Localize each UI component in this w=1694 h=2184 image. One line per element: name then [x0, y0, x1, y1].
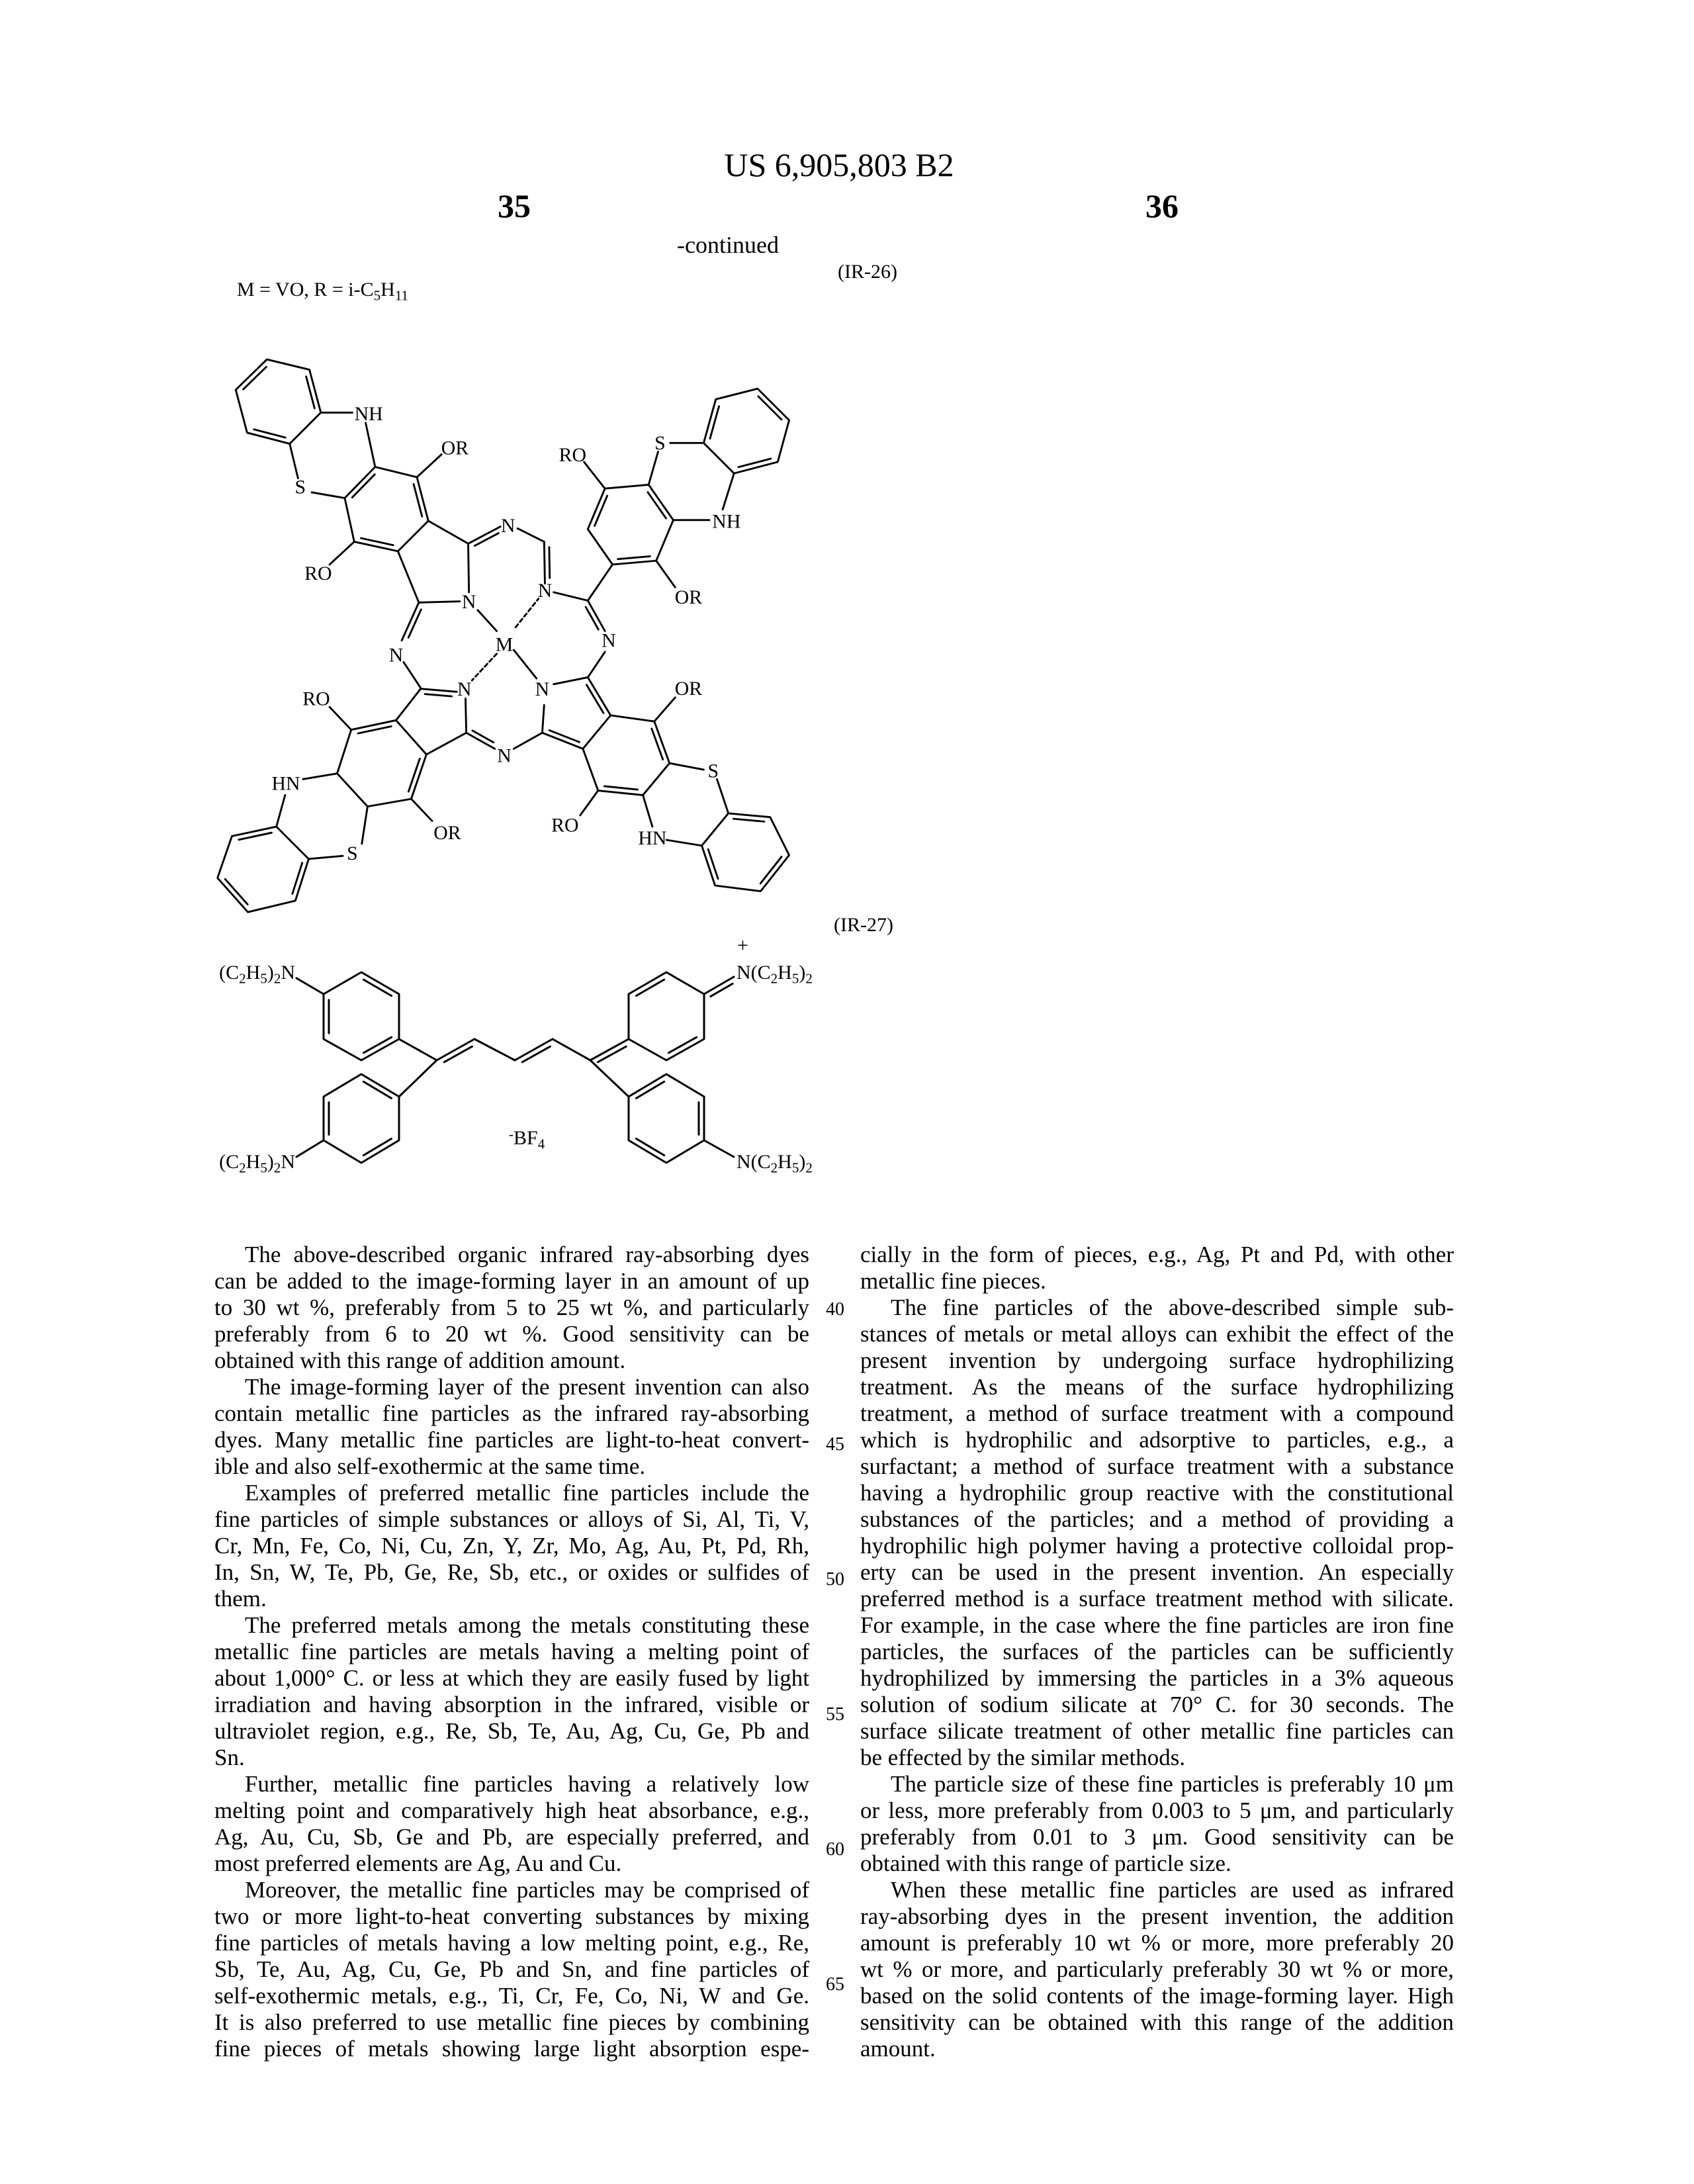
column-number-right: 36 [1145, 189, 1179, 222]
text-line: obtained with this range of particle size. [860, 1850, 1454, 1877]
line-number: 45 [826, 1435, 844, 1454]
benzene-ring [629, 972, 704, 1060]
line-number: 65 [826, 1976, 844, 1994]
text-line: In, Sn, W, Te, Pb, Ge, Re, Sb, etc., or oxides or sulfides of [214, 1559, 809, 1586]
benzene-ring [324, 1074, 399, 1163]
compound-label-ir26: (IR-26) [838, 262, 897, 282]
atom-label: S [707, 760, 719, 782]
compound-label-ir27: (IR-27) [834, 915, 893, 935]
text-line: treatment. As the means of the surface hydrophilizing [860, 1374, 1454, 1400]
text-line: or less, more preferably from 0.003 to 5 μm, and particularly [860, 1797, 1454, 1824]
line-number: 60 [826, 1841, 844, 1859]
text-line: hydrophilized by immersing the particles in a 3% aqueous [860, 1665, 1454, 1692]
text-line: Examples of preferred metallic fine particles include the [214, 1480, 809, 1506]
text-line: The particle size of these fine particles is preferably 10 μm [860, 1771, 1454, 1797]
diethylamino-group-top-left: (C2H5)2N [219, 963, 295, 983]
text-line: melting point and comparatively high heat absorbance, e.g., [214, 1797, 809, 1824]
text-line: amount is preferably 10 wt % or more, more preferably 20 [860, 1930, 1454, 1956]
text-line: based on the solid contents of the image-forming layer. High [860, 1983, 1454, 2009]
text-line: dyes. Many metallic fine particles are light-to-heat convert- [214, 1427, 809, 1453]
text-line: fine pieces of metals showing large light absorption espe- [214, 2036, 809, 2062]
text-line: The image-forming layer of the present invention can also [214, 1374, 809, 1400]
counter-ion: -BF4 [509, 1128, 545, 1148]
text-line: irradiation and having absorption in the infrared, visible or [214, 1692, 809, 1718]
text-line: preferably from 0.01 to 3 μm. Good sensitivity can be [860, 1824, 1454, 1850]
text-line: metallic fine pieces. [860, 1268, 1454, 1295]
text-line: For example, in the case where the fine particles are iron fine [860, 1612, 1454, 1639]
text-line: surface silicate treatment of other metallic fine particles can [860, 1718, 1454, 1745]
text-line: The fine particles of the above-described simple sub- [860, 1295, 1454, 1321]
atom-label: HN [638, 827, 666, 849]
line-number: 40 [826, 1300, 844, 1319]
positive-charge: + [737, 936, 748, 956]
atom-label: N [462, 591, 476, 613]
atom-label: OR [441, 437, 469, 459]
atom-label: RO [559, 444, 586, 466]
text-line: two or more light-to-heat converting substances by mixing [214, 1903, 809, 1930]
text-line: Sb, Te, Au, Ag, Cu, Ge, Pb and Sn, and fine particles of [214, 1956, 809, 1983]
text-line: sensitivity can be obtained with this range of the addition [860, 2009, 1454, 2036]
continued-label: -continued [677, 233, 779, 257]
text-line: Sn. [214, 1745, 809, 1771]
bond-line [474, 1039, 515, 1060]
atom-label: N [602, 630, 616, 652]
text-line: which is hydrophilic and adsorptive to particles, e.g., a [860, 1427, 1454, 1453]
text-line: solution of sodium silicate at 70° C. for 30 seconds. The [860, 1692, 1454, 1718]
text-line: surfactant; a method of surface treatment with a substance [860, 1453, 1454, 1480]
line-number: 55 [826, 1706, 844, 1724]
text-line: Ag, Au, Cu, Sb, Ge and Pb, are especially preferred, and [214, 1824, 809, 1850]
line-number: 50 [826, 1570, 844, 1589]
bond-line [711, 983, 733, 996]
text-line: self-exothermic metals, e.g., Ti, Cr, Fe, Co, Ni, W and Ge. [214, 1983, 809, 2009]
bond-line [590, 1060, 629, 1097]
text-line: cially in the form of pieces, e.g., Ag, Pt and Pd, with other [860, 1242, 1454, 1268]
text-line: obtained with this range of addition amount. [214, 1347, 809, 1374]
atom-label: NH [712, 510, 740, 532]
diethylamino-group-bottom-left: (C2H5)2N [219, 1152, 295, 1172]
atom-label: OR [675, 678, 703, 700]
atom-label: OR [433, 822, 461, 844]
text-line: having a hydrophilic group reactive with the constitutional [860, 1480, 1454, 1506]
bond-line [553, 1039, 590, 1060]
atom-label: M [496, 633, 513, 655]
text-line: The above-described organic infrared ray-absorbing dyes [214, 1242, 809, 1268]
bond-line [296, 1140, 324, 1157]
text-line: to 30 wt %, preferably from 5 to 25 wt %, and particularly [214, 1295, 809, 1321]
bond-line [399, 1060, 437, 1097]
text-line: most preferred elements are Ag, Au and Cu. [214, 1850, 809, 1877]
text-line: ible and also self-exothermic at the same time. [214, 1453, 809, 1480]
text-line: Moreover, the metallic fine particles may be comprised of [214, 1877, 809, 1903]
atom-label: N [535, 678, 550, 700]
atom-label: HN [271, 772, 300, 794]
text-line: particles, the surfaces of the particles can be sufficiently [860, 1639, 1454, 1665]
text-column-left [214, 1242, 809, 2062]
text-line: The preferred metals among the metals constituting these [214, 1612, 809, 1639]
atom-label: S [295, 477, 306, 498]
text-line: present invention by undergoing surface hydrophilizing [860, 1347, 1454, 1374]
text-line: ray-absorbing dyes in the present invention, the addition [860, 1903, 1454, 1930]
text-line: stances of metals or metal alloys can exhibit the effect of the [860, 1321, 1454, 1347]
bond-line [437, 1039, 474, 1060]
benzene-ring [629, 1074, 704, 1163]
bond-line [296, 978, 324, 994]
text-line: It is also preferred to use metallic fine pieces by combining [214, 2009, 809, 2036]
atom-label: N [501, 515, 515, 537]
atom-label: RO [302, 688, 330, 709]
bond-line [704, 1140, 734, 1157]
text-line: fine particles of simple substances or alloys of Si, Al, Ti, V, [214, 1506, 809, 1533]
text-line: treatment, a method of surface treatment with a compound [860, 1400, 1454, 1427]
atom-label: N [389, 644, 404, 666]
text-line: hydrophilic high polymer having a protective colloidal prop- [860, 1533, 1454, 1559]
text-line: about 1,000° C. or less at which they are easily fused by light [214, 1665, 809, 1692]
bond-line [399, 1039, 437, 1060]
atom-label: RO [304, 563, 332, 584]
diethylamino-group-bottom-right: N(C2H5)2 [736, 1152, 813, 1172]
text-line: erty can be used in the present invention. An especially [860, 1559, 1454, 1586]
text-line: preferably from 6 to 20 wt %. Good sensitivity can be [214, 1321, 809, 1347]
benzene-ring [324, 972, 399, 1060]
text-line: substances of the particles; and a method of providing a [860, 1506, 1454, 1533]
text-line: wt % or more, and particularly preferably 30 wt % or more, [860, 1956, 1454, 1983]
atom-label: S [654, 432, 666, 454]
atom-label: OR [675, 586, 703, 608]
text-line: be effected by the similar methods. [860, 1745, 1454, 1771]
atom-label: N [497, 745, 512, 766]
bond-line [515, 1039, 553, 1060]
atom-label: N [457, 678, 472, 700]
atom-label: S [347, 842, 358, 864]
column-number-left: 35 [498, 189, 531, 222]
text-line: fine particles of metals having a low melting point, e.g., Re, [214, 1930, 809, 1956]
text-line: ultraviolet region, e.g., Re, Sb, Te, Au, Ag, Cu, Ge, Pb and [214, 1718, 809, 1745]
text-line: metallic fine particles are metals having a melting point of [214, 1639, 809, 1665]
bond-line [590, 1039, 629, 1060]
text-column-right [860, 1242, 1454, 2062]
text-line: Further, metallic fine particles having a relatively low [214, 1771, 809, 1797]
atom-label: NH [355, 403, 383, 425]
text-line: preferred method is a surface treatment method with silicate. [860, 1586, 1454, 1612]
ir27-structure [0, 0, 1694, 1257]
text-line: can be added to the image-forming layer in an amount of up [214, 1268, 809, 1295]
atom-label: RO [551, 815, 578, 837]
text-line: them. [214, 1586, 809, 1612]
diethyliminium-group-top-right: N(C2H5)2 [736, 963, 813, 983]
text-line: Cr, Mn, Fe, Co, Ni, Cu, Zn, Y, Zr, Mo, Ag, Au, Pt, Pd, Rh, [214, 1533, 809, 1559]
substituent-definition: M = VO, R = i-C5H11 [237, 280, 408, 300]
patent-number: US 6,905,803 B2 [724, 148, 954, 181]
text-line: contain metallic fine particles as the infrared ray-absorbing [214, 1400, 809, 1427]
atom-label: N [538, 580, 553, 602]
text-line: amount. [860, 2036, 1454, 2062]
text-line: When these metallic fine particles are used as infrared [860, 1877, 1454, 1903]
